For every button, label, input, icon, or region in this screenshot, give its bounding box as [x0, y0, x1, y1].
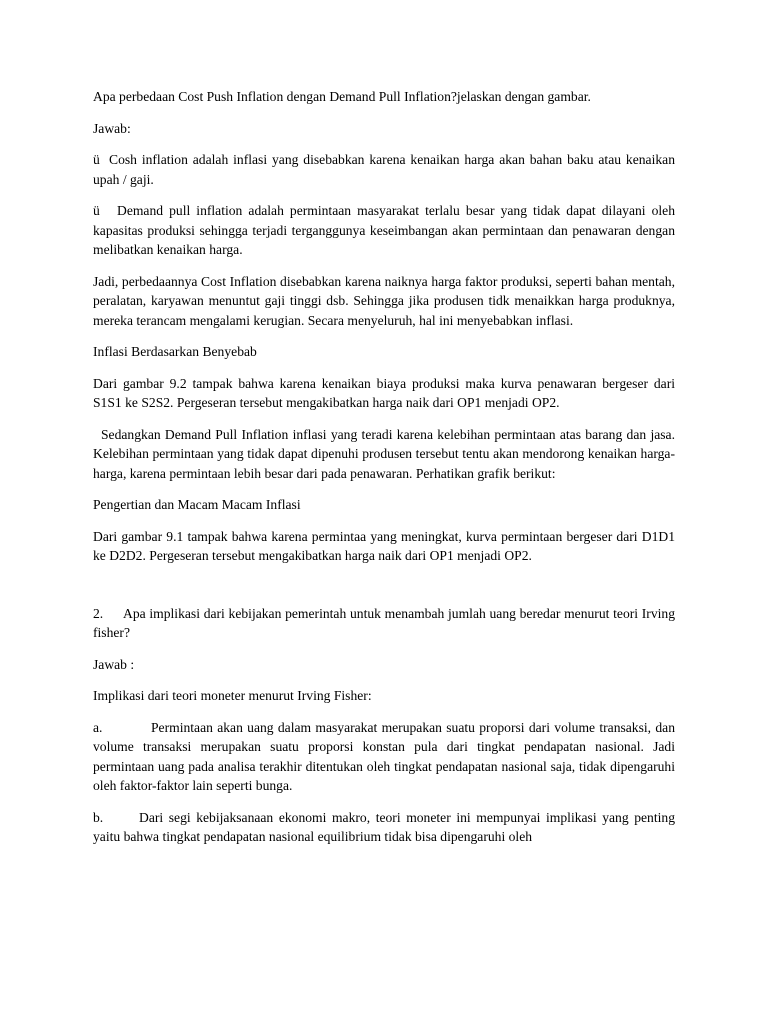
paragraph-sedangkan-text: Sedangkan Demand Pull Inflation inflasi yang teradi karena kelebihan permintaan atas barang dan jasa. Kelebihan permintaan yang tidak dapat dipenuhi produsen tersebut tentu akan mendorong kenaikan harga-harga, karena permintaan lebih besar dari pada penawaran. Perhatikan grafik berikut: — [93, 426, 675, 481]
item-a — [93, 718, 675, 796]
heading-inflasi-benyebab: Inflasi Berdasarkan Benyebab — [93, 344, 257, 359]
bullet-cost-push — [93, 150, 675, 189]
question-2 — [93, 604, 675, 643]
item-a-label: a. — [93, 719, 103, 735]
checkmark-bullet: ü — [93, 152, 100, 167]
paragraph-jadi: Jadi, perbedaannya Cost Inflation disebabkan karena naiknya harga faktor produksi, seperti bahan mentah, peralatan, karyawan menuntut gaji tinggi dsb. Sehingga jika produsen tidk menaikkan harga produknya, mereka terancam mengalami kerugian. Secara menyeluruh, hal ini menyebabkan inflasi. — [93, 273, 675, 328]
item-b-label: b. — [93, 809, 104, 825]
paragraph-gambar-9-2: Dari gambar 9.2 tampak bahwa karena kenaikan biaya produksi maka kurva penawaran bergeser dari S1S1 ke S2S2. Pergeseran tersebut mengakibatkan harga naik dari OP1 menjadi OP2. — [93, 375, 675, 410]
spacer — [93, 578, 675, 604]
question-2-number: 2. — [93, 605, 104, 621]
document-body — [93, 87, 675, 859]
answer-label-2: Jawab : — [93, 656, 135, 672]
checkmark-bullet: ü — [93, 203, 100, 218]
paragraph-gambar-9-1: Dari gambar 9.1 tampak bahwa karena permintaa yang meningkat, kurva permintaan bergeser dari D1D1 ke D2D2. Pergeseran tersebut mengakibatkan harga naik dari OP1 menjadi OP2. — [93, 528, 675, 563]
paragraph-sedangkan — [93, 425, 675, 484]
bullet-demand-pull — [93, 201, 675, 260]
heading-pengertian-inflasi: Pengertian dan Macam Macam Inflasi — [93, 497, 301, 512]
item-b-text: Dari segi kebijaksanaan ekonomi makro, teori moneter ini mempunyai implikasi yang penting yaitu bahwa tingkat pendapatan nasional equilibrium tidak bisa dipengaruhi oleh — [93, 809, 675, 844]
item-b — [93, 808, 675, 847]
item-a-text: Permintaan akan uang dalam masyarakat merupakan suatu proporsi dari volume transaksi, dan volume transaksi merupakan suatu proporsi konstan pula dari tingkat pendapatan nasional. Jadi permintaan uang pada analisa terakhir ditentukan oleh tingkat pendapatan nasional saja, tidak dipengaruhi oleh faktor-faktor lain seperti bunga. — [93, 719, 675, 793]
question-2-text: Apa implikasi dari kebijakan pemerintah untuk menambah jumlah uang beredar menurut teori Irving fisher? — [93, 605, 675, 640]
bullet-cost-push-text: Cosh inflation adalah inflasi yang disebabkan karena kenaikan harga akan bahan baku atau kenaikan upah / gaji. — [93, 152, 675, 187]
answer-label-1: Jawab: — [93, 120, 131, 136]
bullet-demand-pull-text: Demand pull inflation adalah permintaan masyarakat terlalu besar yang tidak dapat dilayani oleh kapasitas produksi sehingga terjadi terganggunya keseimbangan akan permintaan dan penawaran dengan melibatkan kenaikan harga. — [93, 203, 675, 257]
question-1: Apa perbedaan Cost Push Inflation dengan Demand Pull Inflation?jelaskan dengan gambar. — [93, 89, 591, 104]
heading-implikasi: Implikasi dari teori moneter menurut Irving Fisher: — [93, 688, 372, 703]
